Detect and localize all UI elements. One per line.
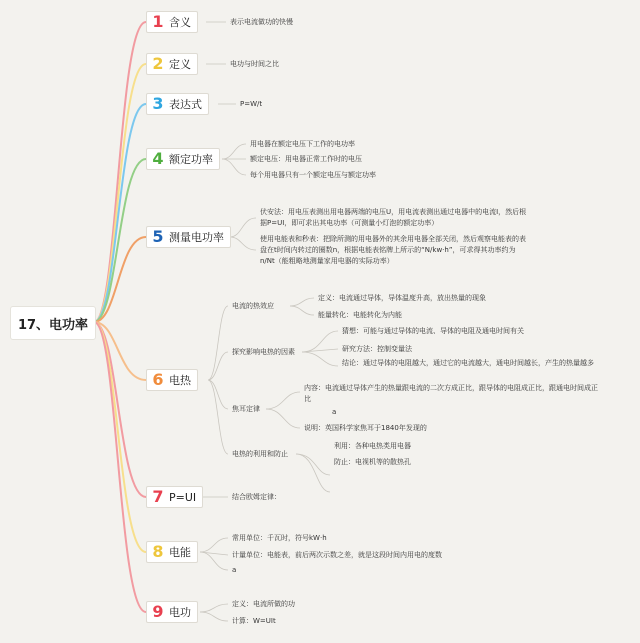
heat-use-utilize: 利用：各种电热类用电器 — [334, 442, 411, 450]
definition-text: 电功与时间之比 — [230, 60, 279, 68]
number-3: 3 — [152, 94, 164, 113]
topic-9-electric-work — [146, 601, 198, 623]
heat-effect-label: 电流的热效应 — [232, 302, 274, 310]
branch-line-9 — [94, 322, 146, 612]
number-1: 1 — [152, 12, 164, 31]
energy-unit-text: 常用单位：千瓦时，符号kW·h — [232, 534, 327, 542]
number-9: 9 — [152, 602, 164, 621]
branch-line-3 — [94, 104, 146, 322]
work-definition-text: 定义：电流所做的功 — [232, 600, 295, 608]
heat-use-prevent: 防止：电视机等的散热孔 — [334, 458, 411, 466]
topic-3-expression — [146, 93, 209, 115]
topic-title: 含义 — [169, 16, 191, 29]
heat-factors-label: 探究影响电热的因素 — [232, 348, 295, 356]
number-7: 7 — [152, 487, 164, 506]
joule-law-formula: a — [332, 408, 337, 416]
expression-text: P=W/t — [240, 100, 263, 108]
energy-extra-text: a — [232, 566, 237, 574]
joule-law-content: 内容：电流通过导体产生的热量跟电流的二次方成正比，跟导体的电阻成正比，跟通电时间成正比 — [304, 384, 598, 403]
voltammetry-text: 伏安法：用电压表测出用电器两端的电压U，用电流表测出通过电器中的电流I，然后根据P=UI，即可求出其电功率（可测量小灯泡的额定功率） — [260, 208, 527, 227]
topic-title: 测量电功率 — [169, 231, 224, 244]
branch-line-7 — [94, 322, 146, 497]
joule-law-note: 说明：英国科学家焦耳于1840年发现的 — [304, 424, 427, 432]
heat-factors-conclusion: 结论：通过导体的电阻越大，通过它的电流越大，通电时间越长，产生的热量越多 — [342, 359, 594, 367]
heat-factors-guess: 猜想：可能与通过导体的电流、导体的电阻及通电时间有关 — [342, 327, 524, 335]
work-formula-text: 计算：W=UIt — [232, 617, 276, 625]
topic-title: P=UI — [169, 490, 197, 504]
number-8: 8 — [152, 542, 164, 561]
heat-factors-method: 研究方法：控制变量法 — [342, 345, 412, 353]
topic-8-electric-energy — [146, 541, 198, 563]
topic-title: 电热 — [169, 374, 191, 387]
topic-title: 电功 — [169, 606, 191, 619]
rated-power-text-2: 额定电压：用电器正常工作时的电压 — [250, 155, 362, 163]
topic-title: 表达式 — [169, 98, 202, 111]
number-5: 5 — [152, 227, 164, 246]
number-2: 2 — [152, 54, 164, 73]
topic-5-measure-power — [146, 226, 231, 248]
topic-1-meaning — [146, 11, 198, 33]
topic-6-electric-heat — [146, 369, 198, 391]
heat-use-label: 电热的利用和防止 — [232, 450, 288, 458]
ohm-law-text: 结合欧姆定律： — [232, 493, 281, 501]
joule-law-label: 焦耳定律 — [232, 405, 260, 413]
topic-title: 电能 — [169, 546, 191, 559]
topic-7-p-ui — [146, 486, 203, 508]
topic-2-definition — [146, 53, 198, 75]
rated-power-text-3: 每个用电器只有一个额定电压与额定功率 — [250, 171, 376, 179]
heat-effect-definition: 定义：电流通过导体，导体温度升高，放出热量的现象 — [318, 294, 486, 302]
meaning-text: 表示电流做功的快慢 — [230, 18, 293, 26]
topic-4-rated-power — [146, 148, 220, 170]
energy-meter-text: 使用电能表和秒表：把除所测的用电器外的其余用电器全部关闭，然后观察电能表的表盘在t时间内转过的圈数n，根据电能表铭牌上所示的“N/kw·h”，可求得其功率约为 n/Nt（能粗略地测量家用电器的实际功率） — [260, 235, 526, 265]
number-4: 4 — [152, 149, 164, 168]
energy-meter-text: 计量单位：电能表，前后两次示数之差，就是这段时间内用电的度数 — [232, 551, 442, 559]
topic-title: 额定功率 — [169, 153, 213, 166]
heat-effect-energy: 能量转化：电能转化为内能 — [318, 311, 402, 319]
topic-title: 定义 — [169, 58, 191, 71]
rated-power-text-1: 用电器在额定电压下工作的电功率 — [250, 140, 355, 148]
number-6: 6 — [152, 370, 164, 389]
root-topic: 17、电功率 — [10, 306, 96, 340]
